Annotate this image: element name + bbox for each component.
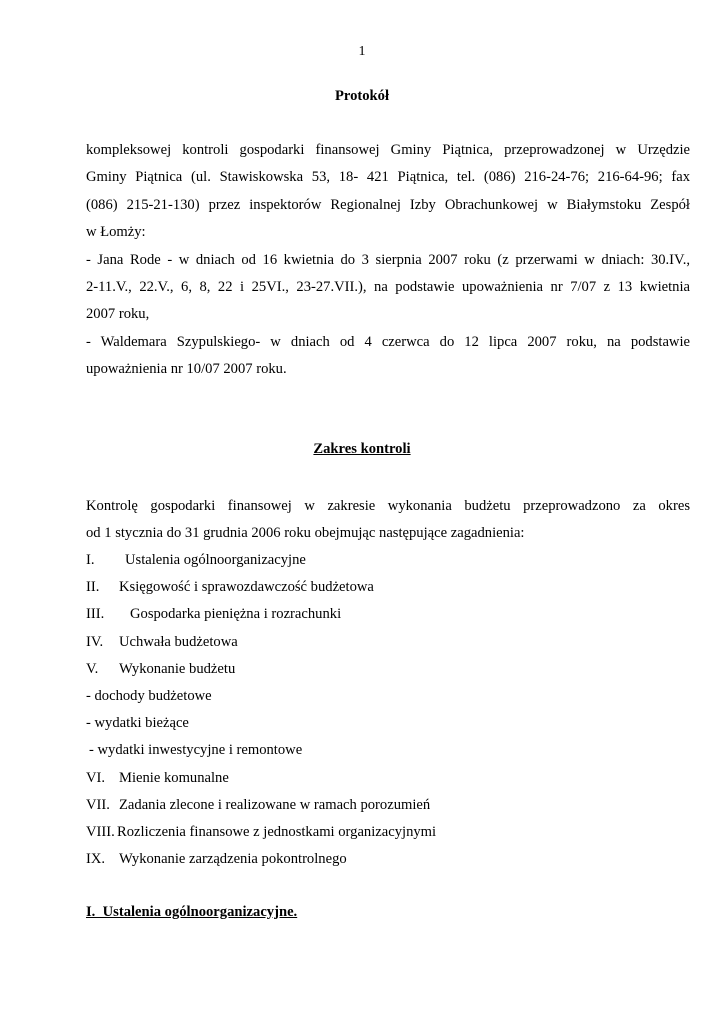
list-subitem: - dochody budżetowe [86, 688, 212, 705]
scope-paragraph [86, 493, 690, 548]
list-item [86, 765, 690, 792]
inspector-rode-line: 2-11.V., 22.V., 6, 8, 22 i 25VI., 23-27.VII.), na podstawie upoważnienia nr 7/07 z 13 kwietnia [86, 279, 690, 296]
list-numeral: II. [86, 579, 100, 596]
list-text: Ustalenia ogólnoorganizacyjne [125, 552, 306, 568]
list-item [86, 547, 690, 574]
list-numeral: VIII. [86, 824, 115, 841]
list-text: Księgowość i sprawozdawczość budżetowa [119, 579, 374, 596]
intro-paragraph [86, 137, 690, 384]
list-text: Uchwała budżetowa [119, 633, 238, 650]
intro-line: w Łomży: [86, 224, 146, 241]
list-text: Wykonanie budżetu [119, 660, 236, 677]
intro-line: kompleksowej kontroli gospodarki finansowej Gminy Piątnica, przeprowadzonej w Urzędzie [86, 142, 690, 158]
list-numeral: III. [86, 606, 105, 623]
list-numeral: IV. [86, 633, 104, 650]
list-text: Wykonanie zarządzenia pokontrolnego [119, 851, 347, 868]
inspector-rode-line: - Jana Rode - w dniach od 16 kwietnia do 3 sierpnia 2007 roku (z przerwami w dniach: 30.IV., [86, 251, 690, 268]
inspector-rode-line: 2007 roku, [86, 306, 150, 323]
list-numeral: V. [86, 660, 99, 677]
document-title: Protokół [334, 88, 390, 104]
list-numeral: IX. [86, 851, 106, 868]
list-item [86, 819, 690, 846]
list-item [86, 656, 690, 683]
list-text: Zadania zlecone i realizowane w ramach porozumień [119, 796, 431, 813]
list-item [86, 792, 690, 819]
list-numeral: I. [86, 552, 95, 568]
scope-heading: Zakres kontroli [313, 441, 411, 457]
list-item [86, 629, 690, 656]
list-text: Rozliczenia finansowe z jednostkami organizacyjnymi [117, 824, 437, 841]
scope-list [86, 547, 690, 873]
intro-line: Gminy Piątnica (ul. Stawiskowska 53, 18- 421 Piątnica, tel. (086) 216-24-76; 216-64-96; fax [86, 169, 690, 186]
list-item [86, 601, 690, 628]
list-text: Gospodarka pieniężna i rozrachunki [130, 606, 342, 623]
list-subitem: - wydatki bieżące [86, 715, 189, 732]
list-subitem: - wydatki inwestycyjne i remontowe [89, 742, 303, 759]
list-numeral: VI. [86, 769, 106, 786]
intro-line: (086) 215-21-130) przez inspektorów Regionalnej Izby Obrachunkowej w Białymstoku Zespół [86, 196, 690, 213]
scope-line: Kontrolę gospodarki finansowej w zakresie wykonania budżetu przeprowadzono za okres [86, 498, 690, 514]
list-item [86, 574, 690, 601]
scope-line: od 1 stycznia do 31 grudnia 2006 roku obejmując następujące zagadnienia: [86, 525, 525, 542]
inspector-szypulski-line: upoważnienia nr 10/07 2007 roku. [86, 361, 287, 378]
section-one-heading: I. Ustalenia ogólnoorganizacyjne. [86, 904, 298, 920]
list-item [86, 846, 690, 873]
list-numeral: VII. [86, 796, 110, 813]
page-number: 1 [358, 44, 366, 59]
inspector-szypulski-line: - Waldemara Szypulskiego- w dniach od 4 czerwca do 12 lipca 2007 roku, na podstawie [86, 333, 690, 350]
list-text: Mienie komunalne [119, 769, 229, 786]
